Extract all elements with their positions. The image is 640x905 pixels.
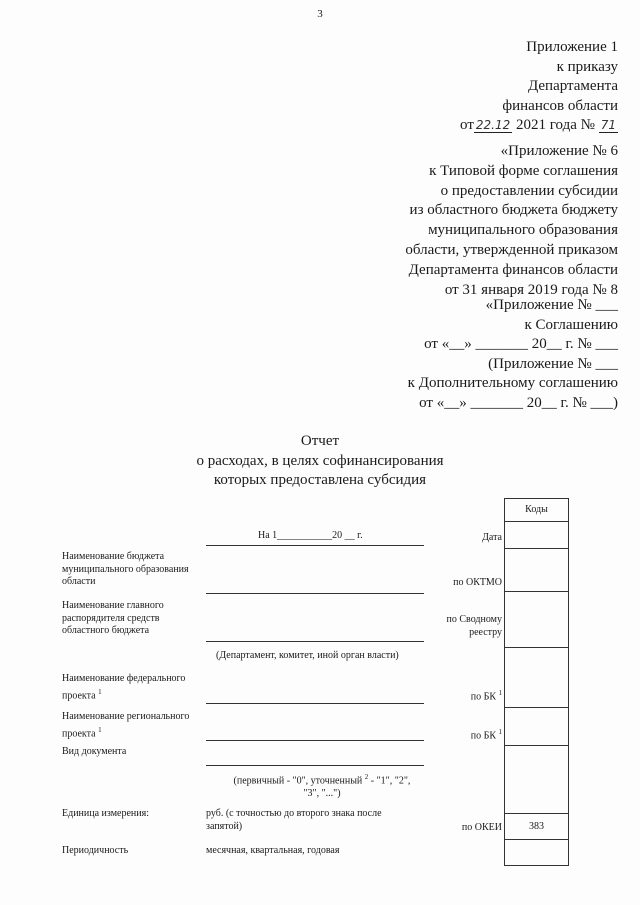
budget-name-label: Наименование бюджета муниципального образования области: [62, 551, 189, 587]
appendix-1-line: Приложение 1: [526, 39, 618, 55]
agreement-line: к Дополнительному соглашению: [407, 375, 618, 391]
federal-project-label: Наименование федерального проекта $^1$: [62, 673, 186, 701]
appendix-6-header: [405, 142, 618, 300]
main-manager-note: (Департамент, комитет, иной орган власти): [216, 650, 399, 661]
agreement-line: к Соглашению: [524, 316, 618, 333]
doc-type-line: [206, 765, 424, 766]
codes-row-divider: [505, 813, 568, 814]
appendix-1-line: финансов области: [502, 97, 618, 114]
appendix-6-line: из областного бюджета бюджету: [409, 202, 618, 219]
codes-row-divider: [505, 647, 568, 648]
main-manager-line: [206, 641, 424, 642]
on-date-text: На 1___________20 __ г.: [258, 530, 363, 541]
period-value: месячная, квартальная, годовая: [206, 845, 340, 856]
title-line: Отчет: [300, 433, 340, 449]
date-code-label: Дата: [482, 532, 502, 543]
report-title: [0, 432, 640, 491]
agreement-line: (Приложение № ___: [488, 355, 618, 372]
appendix-6-line: Департамента финансов области: [408, 261, 618, 278]
title-line: о расходах, в целях софинансирования: [196, 452, 444, 469]
okei-code-value: 383: [529, 821, 544, 832]
bk-code-label-federal: по БК $^1$: [470, 689, 502, 703]
agreement-line: от «__» _______ 20__ г. № ___): [419, 394, 618, 411]
page-number: 3: [317, 8, 323, 20]
codes-row-divider: [505, 707, 568, 708]
registry-code-label: по Сводному реестру: [446, 614, 502, 638]
appendix-6-line: «Приложение № 6: [500, 143, 618, 159]
codes-header: Коды: [525, 504, 548, 515]
codes-row-divider: [505, 548, 568, 549]
oktmo-code-label: по ОКТМО: [453, 577, 502, 588]
appendix-1-header: [460, 38, 618, 136]
okei-code-label: по ОКЕИ: [461, 822, 502, 833]
main-manager-label: Наименование главного распорядителя средств областного бюджета: [62, 600, 164, 636]
title-line: которых предоставлена субсидия: [213, 472, 427, 488]
doc-type-note: (первичный - "0", уточненный $^2$ - "1", "2", "3", "..."): [233, 773, 411, 799]
agreement-header: [408, 296, 618, 413]
appendix-6-line: к Типовой форме соглашения: [429, 162, 618, 179]
appendix-1-date-line: [460, 116, 618, 136]
codes-row-divider: [505, 745, 568, 746]
appendix-6-line: от 31 января 2019 года № 8: [444, 281, 618, 298]
codes-row-divider: [505, 521, 568, 522]
agreement-line: «Приложение № ___: [485, 297, 618, 313]
unit-value: руб. (с точностью до второго знака после запятой): [206, 808, 382, 832]
doc-type-label: Вид документа: [62, 746, 127, 757]
codes-row-divider: [505, 591, 568, 592]
on-date-line: [206, 545, 424, 546]
handwritten-date: 22.12: [475, 118, 511, 132]
appendix-1-line: Департамента: [527, 78, 618, 94]
appendix-1-line: к приказу: [556, 58, 618, 75]
appendix-6-line: области, утвержденной приказом: [405, 241, 618, 258]
codes-row-divider: [505, 839, 568, 840]
period-label: Периодичность: [62, 845, 129, 856]
budget-name-line: [206, 593, 424, 594]
date-suffix: 2021 года №: [516, 117, 595, 133]
appendix-6-line: о предоставлении субсидии: [440, 182, 618, 199]
handwritten-order-number: 71: [600, 118, 616, 132]
appendix-6-line: муниципального образования: [428, 222, 618, 239]
codes-table: [504, 498, 569, 866]
regional-project-line: [206, 740, 424, 741]
bk-code-label-regional: по БК $^1$: [470, 728, 502, 742]
regional-project-label: Наименование регионального проекта $^1$: [62, 711, 190, 739]
agreement-line: от «__» _______ 20__ г. № ___: [424, 336, 618, 352]
unit-label: Единица измерения:: [62, 808, 149, 819]
federal-project-line: [206, 703, 424, 704]
date-prefix: от: [460, 117, 474, 133]
